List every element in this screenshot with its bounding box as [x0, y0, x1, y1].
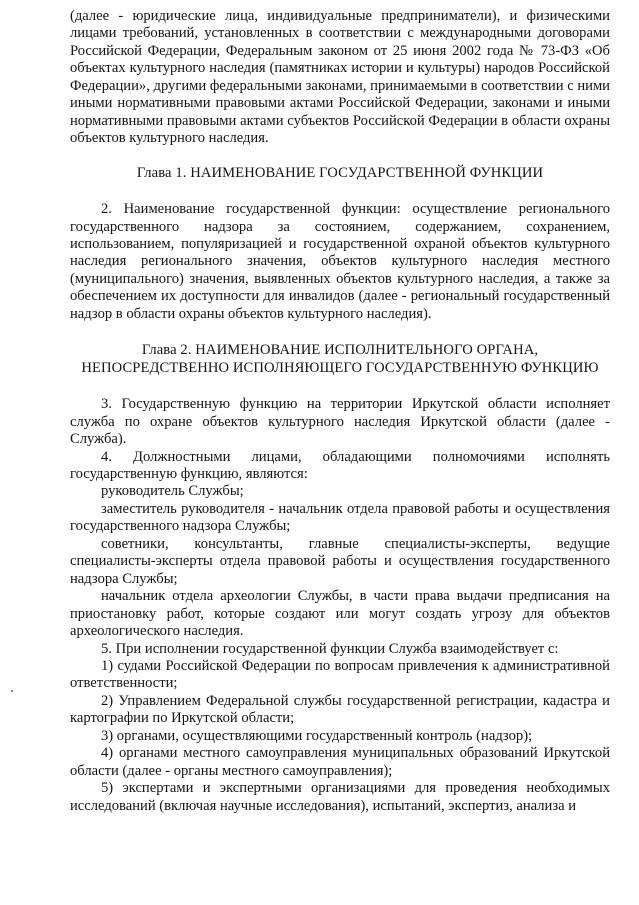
chapter-1-title: Глава 1. НАИМЕНОВАНИЕ ГОСУДАРСТВЕННОЙ ФУНКЦИИ	[136, 164, 544, 181]
chapter-2-title	[70, 342, 610, 377]
paragraph-3: 3. Государственную функцию на территории Иркутской области исполняет служба по охране объектов культурного наследия Иркутской области (далее - Служба).	[70, 396, 610, 448]
official-item: руководитель Службы;	[101, 483, 244, 500]
document-body	[70, 8, 610, 815]
chapter-2-title-line-1: Глава 2. НАИМЕНОВАНИЕ ИСПОЛНИТЕЛЬНОГО ОРГАНА,	[141, 342, 539, 359]
official-item: заместитель руководителя - начальник отдела правовой работы и осуществления государственного надзора Службы;	[70, 500, 610, 535]
interaction-item: 5) экспертами и экспертными организациями для проведения необходимых исследований (включая научные исследования), испытаний, экспертиз, анализа и	[70, 780, 610, 814]
interaction-item: 4) органами местного самоуправления муниципальных образований Иркутской области (далее - органы местного самоуправления);	[70, 745, 610, 779]
paragraph-5: 5. При исполнении государственной функции Служба взаимодействует с:	[101, 640, 559, 657]
paragraph-2: 2. Наименование государственной функции: осуществление регионального государственного надзора за состоянием, содержанием, сохранением, использованием, популяризацией и государственной охраной объектов культурного наследия регионального значения, объектов культурного наследия местного (муниципального) значения, выявленных объектов культурного наследия, а также за обеспечением их доступности для инвалидов (далее - региональный государственный надзор в области охраны объектов культурного наследия).	[70, 201, 610, 322]
interaction-item: 3) органами, осуществляющими государственный контроль (надзор);	[101, 727, 533, 744]
intro-paragraph: (далее - юридические лица, индивидуальные предприниматели), и физическими лицами требований, установленных в соответствии с международными договорами Российской Федерации, Федеральным законом от 25 июня 2002 года № 73-ФЗ «Об объектах культурного наследия (памятниках истории и культуры) народов Российской Федерации», другими федеральными законами, принимаемыми в соответствии с ними иными нормативными правовыми актами Российской Федерации, законами и иными нормативными правовыми актами субъектов Российской Федерации в области охраны объектов культурного наследия.	[70, 8, 610, 147]
chapter-2-title-line-2: НЕПОСРЕДСТВЕННО ИСПОЛНЯЮЩЕГО ГОСУДАРСТВЕННУЮ ФУНКЦИЮ	[81, 359, 599, 376]
official-item: советники, консультанты, главные специалисты-эксперты, ведущие специалисты-эксперты отдела правовой работы и осуществления государственного надзора Службы;	[70, 535, 610, 587]
paragraph-4: 4. Должностными лицами, обладающими полномочиями исполнять государственную функцию, являются:	[70, 448, 610, 482]
interaction-item: 1) судами Российской Федерации по вопросам привлечения к административной ответственности;	[70, 657, 610, 692]
official-item: начальник отдела археологии Службы, в части права выдачи предписания на приостановку работ, которые создают или могут создать угрозу для объектов археологического наследия.	[70, 588, 610, 640]
interaction-item: 2) Управлением Федеральной службы государственной регистрации, кадастра и картографии по Иркутской области;	[70, 692, 610, 727]
scan-speck	[11, 690, 13, 692]
